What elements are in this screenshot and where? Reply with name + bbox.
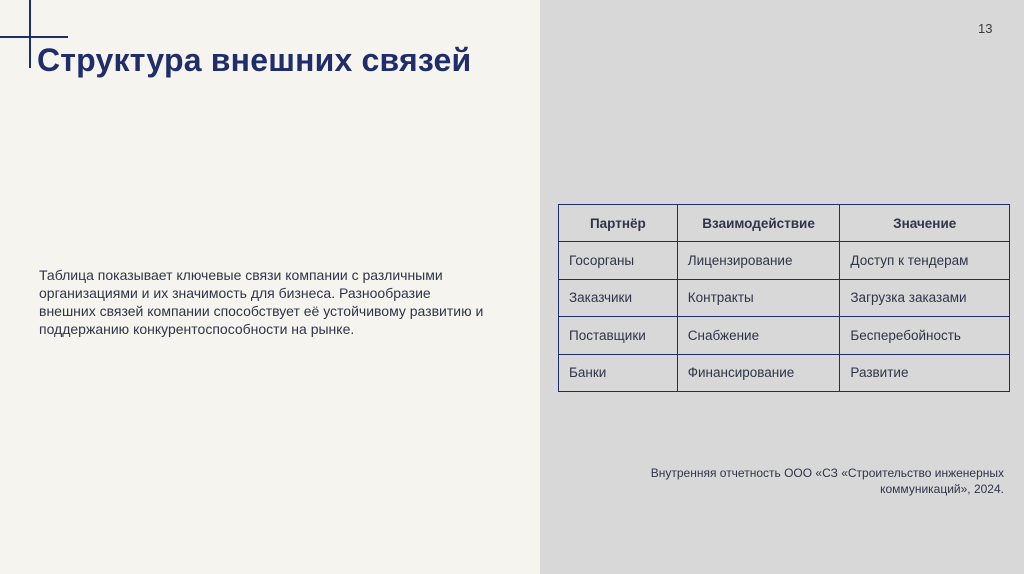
source-note: Внутренняя отчетность ООО «СЗ «Строительство инженерных коммуникаций», 2024. <box>650 466 1004 496</box>
table-cell: Поставщики <box>559 317 678 355</box>
table-cell: Доступ к тендерам <box>840 242 1010 280</box>
external-links-table <box>558 204 1010 392</box>
page-number: 13 <box>978 21 993 36</box>
slide-title: Структура внешних связей <box>37 42 472 78</box>
table-cell: Бесперебойность <box>840 317 1010 355</box>
table-cell: Снабжение <box>677 317 840 355</box>
table-cell: Заказчики <box>559 279 678 317</box>
table-cell: Загрузка заказами <box>840 279 1010 317</box>
corner-cross-horizontal-line <box>0 36 68 38</box>
header-partner: Партнёр <box>559 205 678 242</box>
corner-cross-vertical-line <box>29 0 31 68</box>
table-cell: Финансирование <box>677 354 840 392</box>
description-text: Таблица показывает ключевые связи компании с различными организациями и их значимость для бизнеса. Разнообразие внешних связей компании способствует её устойчивому развитию и поддержанию конкурентоспособности на рынке. <box>39 267 484 337</box>
table-row <box>559 354 1010 392</box>
table-cell: Госорганы <box>559 242 678 280</box>
header-interaction: Взаимодействие <box>677 205 840 242</box>
table-header-row <box>559 205 1010 242</box>
table-cell: Банки <box>559 354 678 392</box>
table-row <box>559 242 1010 280</box>
header-significance: Значение <box>840 205 1010 242</box>
table-cell: Лицензирование <box>677 242 840 280</box>
table-cell: Развитие <box>840 354 1010 392</box>
table-cell: Контракты <box>677 279 840 317</box>
table-row <box>559 317 1010 355</box>
table-row <box>559 279 1010 317</box>
